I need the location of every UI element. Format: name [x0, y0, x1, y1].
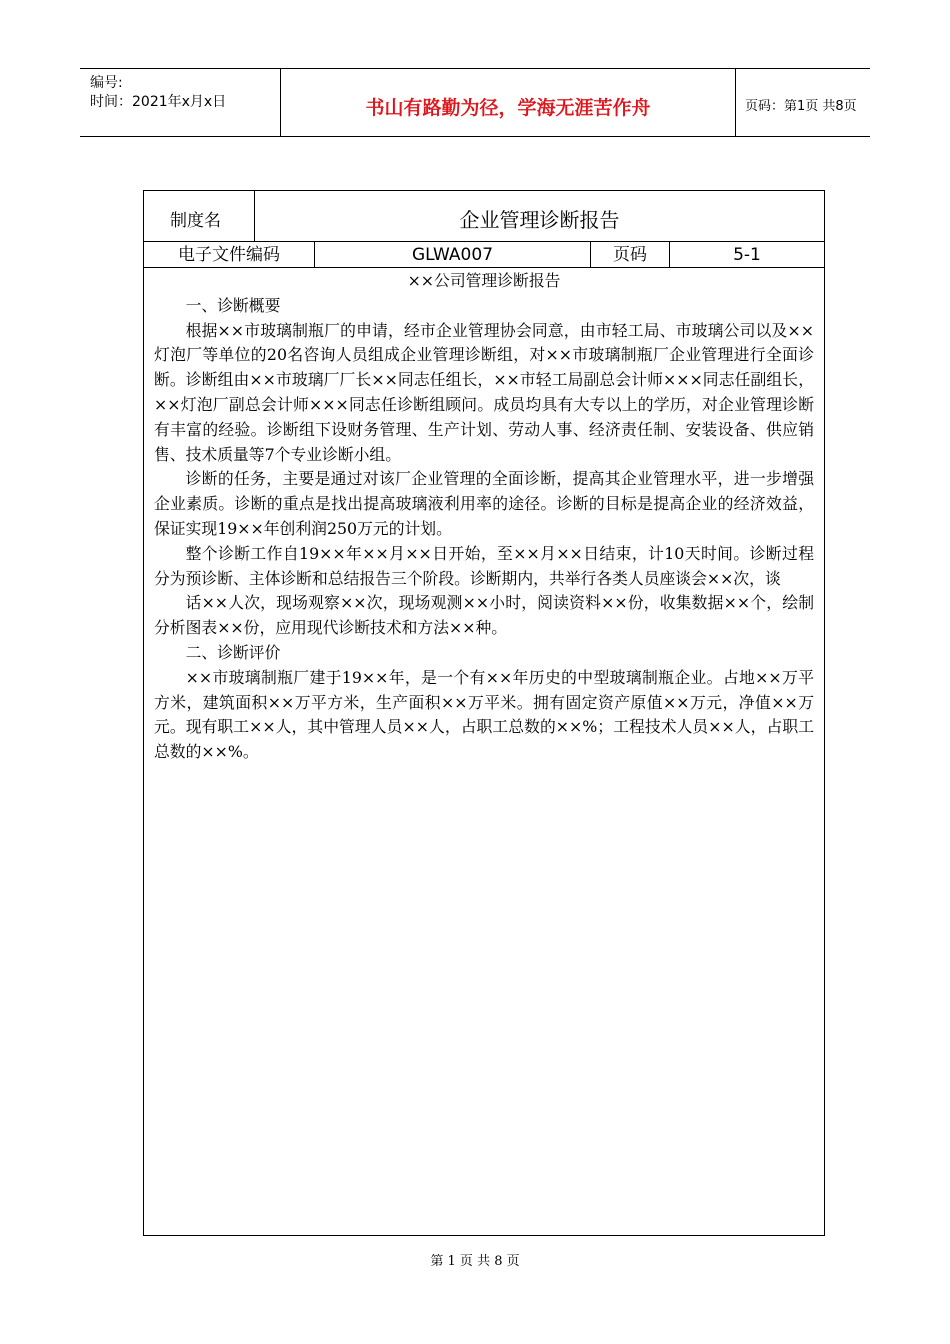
header-page-cell [735, 69, 870, 136]
form-row-name [144, 191, 824, 242]
paragraph-3: 整个诊断工作自19××年××月××日开始，至××月××日结束，计10天时间。诊断过程分为预诊断、主体诊断和总结报告三个阶段。诊断期内，共举行各类人员座谈会××次，谈 [154, 543, 814, 588]
motto-text: 书山有路勤为径，学海无涯苦作舟 [365, 97, 651, 119]
section-heading-1: 一、诊断概要 [185, 295, 281, 315]
form-row-code [144, 242, 824, 268]
document-body [154, 269, 814, 765]
header-page-label: 页码：第1页 共8页 [745, 99, 857, 114]
page-footer: 第 1 页 共 8 页 [430, 1254, 520, 1269]
header-meta-cell [80, 69, 280, 136]
paragraph-4: 话××人次，现场观察××次，现场观测××小时，阅读资料××份，收集数据××个，绘制分析图表××份，应用现代诊断技术和方法××种。 [154, 593, 814, 638]
form-page-value: 5-1 [733, 245, 761, 265]
paragraph-2: 诊断的任务，主要是通过对该厂企业管理的全面诊断，提高其企业管理水平，进一步增强企业素质。诊断的重点是找出提高玻璃液利用率的途径。诊断的目标是提高企业的经济效益，保证实现19××年创利润250万元的计划。 [154, 469, 814, 538]
name-value-cell [255, 191, 824, 241]
section-heading-2: 二、诊断评价 [185, 642, 281, 662]
paragraph-5: ××市玻璃制瓶厂建于19××年，是一个有××年历史的中型玻璃制瓶企业。占地××万平方米，建筑面积××万平方米，生产面积××万平米。拥有固定资产原值××万元，净值××万元。现有职工××人，其中管理人员××人，占职工总数的××%；工程技术人员××人，占职工总数的××%。 [154, 667, 814, 762]
name-label: 制度名 [170, 211, 221, 231]
doc-title: ××公司管理诊断报告 [407, 271, 561, 290]
number-label: 编号: [90, 75, 123, 91]
page-header [80, 68, 870, 137]
paragraph-1: 根据××市玻璃制瓶厂的申请，经市企业管理协会同意，由市轻工局、市玻璃公司以及××灯泡厂等单位的20名咨询人员组成企业管理诊断组，对××市玻璃制瓶厂企业管理进行全面诊断。诊断组由××市玻璃厂厂长××同志任组长，××市轻工局副总会计师×××同志任副组长，××灯泡厂副总会计师×××同志任诊断组顾问。成员均具有大专以上的学历，对企业管理诊断有丰富的经验。诊断组下设财务管理、生产计划、劳动人事、经济责任制、安装设备、供应销售、技术质量等7个专业诊断小组。 [154, 320, 814, 464]
document-frame [143, 190, 825, 1236]
code-label: 电子文件编码 [144, 242, 315, 267]
date-label: 时间：2021年x月x日 [90, 94, 227, 110]
code-value: GLWA007 [315, 242, 591, 267]
form-page-label: 页码 [591, 242, 670, 267]
name-label-cell [144, 191, 255, 241]
name-value: 企业管理诊断报告 [459, 208, 620, 232]
header-motto-cell [280, 69, 736, 136]
